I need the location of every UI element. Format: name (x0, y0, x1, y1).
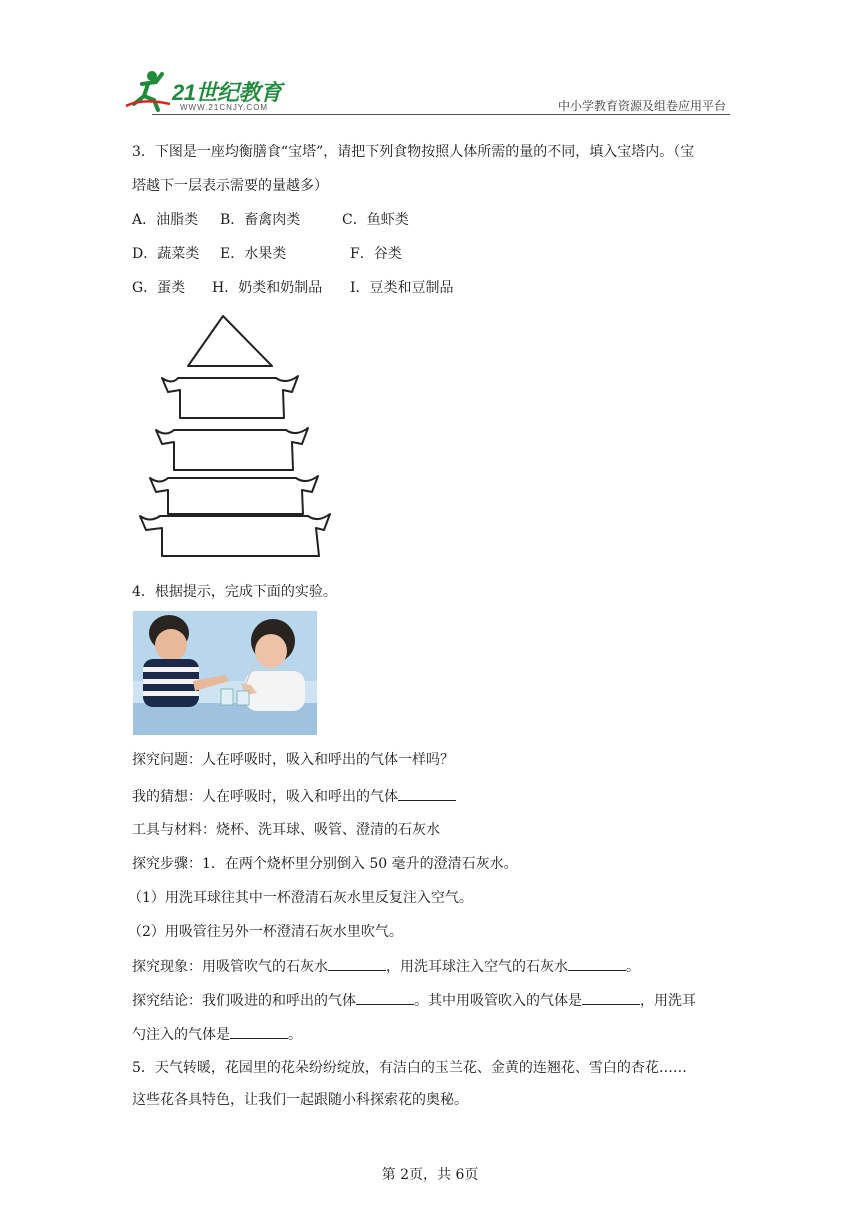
option-e: E．水果类 (220, 246, 287, 262)
q4-conclusion (132, 990, 696, 1011)
option-d: D．蔬菜类 (132, 246, 200, 262)
q4-title: 4．根据提示，完成下面的实验。 (132, 584, 337, 600)
conclusion2-text-a: 勺注入的气体是 (132, 1027, 230, 1043)
q3-options-row2 (132, 244, 402, 264)
logo-text: 21世纪教育 (172, 80, 282, 105)
site-logo (122, 68, 292, 112)
q3-options-row3 (132, 278, 454, 298)
q5-line2: 这些花各具特色，让我们一起跟随小科探索花的奥秘。 (132, 1092, 468, 1108)
q4-steps: 探究步骤：1．在两个烧杯里分别倒入 50 毫升的澄清石灰水。 (132, 856, 518, 872)
q3-line2: 塔越下一层表示需要的量越多） (132, 178, 328, 194)
pagoda-base-tier (140, 514, 330, 556)
conclusion2-text-b: 。 (288, 1027, 302, 1043)
page-number: 第 2页，共 6页 (381, 1167, 479, 1183)
phenomenon-blank-2[interactable] (568, 956, 626, 971)
conclusion-blank-2[interactable] (582, 990, 640, 1005)
option-f: F．谷类 (350, 246, 402, 262)
conclusion-text-b: 。其中用吸管吹入的气体是 (414, 993, 582, 1009)
conclusion-blank-3[interactable] (230, 1024, 288, 1039)
phenomenon-blank-1[interactable] (328, 956, 386, 971)
q4-question: 探究问题：人在呼吸时，吸入和呼出的气体一样吗？ (132, 752, 454, 768)
option-c: C．鱼虾类 (342, 212, 409, 228)
page-header (122, 64, 730, 116)
q5-line1: 5．天气转暖，花园里的花朵纷纷绽放，有洁白的玉兰花、金黄的连翘花、雪白的杏花…… (132, 1060, 687, 1076)
pagoda-top-tier (188, 316, 272, 366)
conclusion-text-a: 探究结论：我们吸进的和呼出的气体 (132, 993, 356, 1009)
conclusion-blank-1[interactable] (356, 990, 414, 1005)
option-i: I．豆类和豆制品 (350, 280, 454, 296)
experiment-photo (133, 611, 317, 735)
option-a: A．油脂类 (132, 212, 199, 228)
phenomenon-text-c: 。 (626, 959, 640, 975)
pagoda-tier-4 (150, 476, 318, 514)
conclusion-text-c: ，用洗耳 (640, 993, 696, 1009)
pagoda-tier-2 (162, 376, 298, 418)
option-b: B．畜禽肉类 (220, 212, 301, 228)
q4-step1: （1）用洗耳球往其中一杯澄清石灰水里反复注入空气。 (128, 890, 473, 906)
phenomenon-text-b: ，用洗耳球注入空气的石灰水 (386, 959, 568, 975)
q4-step2: （2）用吸管往另外一杯澄清石灰水里吹气。 (128, 924, 403, 940)
q3-options-row1 (132, 210, 409, 230)
q4-conclusion-line2 (132, 1024, 302, 1045)
guess-blank[interactable] (398, 786, 456, 801)
q4-materials: 工具与材料：烧杯、洗耳球、吸管、澄清的石灰水 (132, 822, 440, 838)
q4-phenomenon (132, 956, 640, 977)
phenomenon-text-a: 探究现象：用吸管吹气的石灰水 (132, 959, 328, 975)
option-g: G．蛋类 (132, 280, 186, 296)
guess-text: 我的猜想：人在呼吸时，吸入和呼出的气体 (132, 789, 398, 805)
q4-guess (132, 786, 456, 807)
header-divider (152, 114, 730, 115)
q3-line1: 3．下图是一座均衡膳食“宝塔”，请把下列食物按照人体所需的量的不同，填入宝塔内。（宝 (132, 144, 695, 160)
food-pagoda-diagram (136, 310, 332, 562)
logo-url: WWW.21CNJY.COM (180, 103, 269, 112)
runner-icon (122, 68, 174, 112)
pagoda-tier-3 (156, 428, 308, 470)
platform-name: 中小学教育资源及组卷应用平台 (557, 99, 726, 113)
option-h: H．奶类和奶制品 (212, 280, 323, 296)
